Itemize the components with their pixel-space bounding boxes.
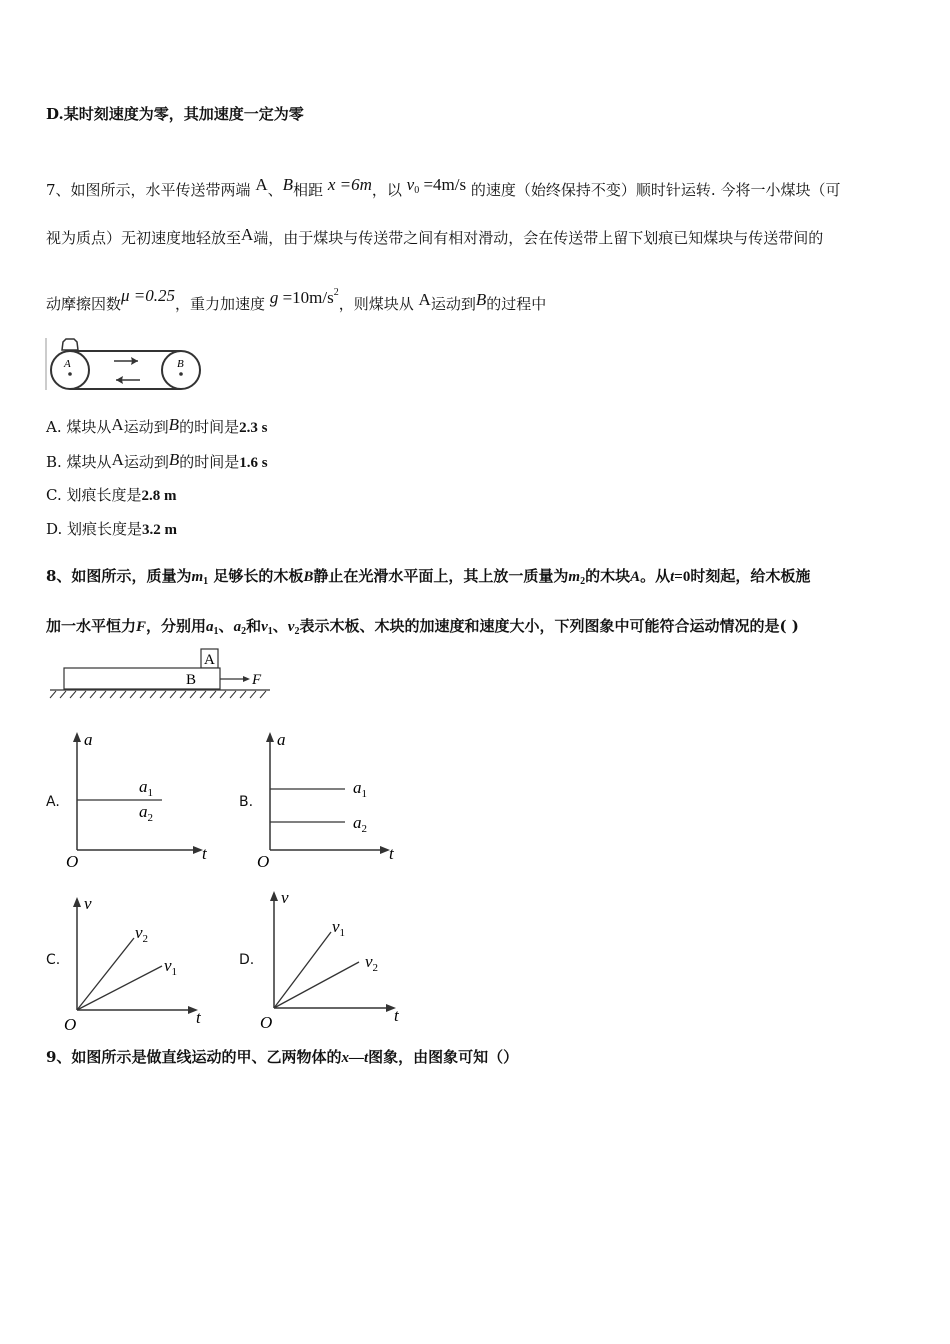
graph-b-label[interactable]: B. <box>239 794 254 810</box>
conveyor-belt-figure <box>44 334 206 394</box>
graph-b-label-1: $a_1$ <box>353 778 367 800</box>
distance-formula: x =6m <box>327 175 372 194</box>
board-b <box>64 668 220 689</box>
graph-d-label[interactable]: D. <box>239 952 255 968</box>
q7-stem-line2: 视为质点）无初速度地轻放至A端，由于煤块与传送带之间有相对滑动，会在传送带上留下划痕已知煤块与传送带间的 <box>46 225 824 247</box>
svg-text:B: B <box>186 672 197 688</box>
svg-text:t: t <box>202 844 207 863</box>
pulley-a <box>51 351 89 389</box>
svg-text:O: O <box>66 852 79 871</box>
graph-c-line-1 <box>77 938 134 1010</box>
graph-a[interactable] <box>62 728 222 873</box>
svg-text:t: t <box>196 1008 201 1027</box>
q7-option-d[interactable]: D. 划痕长度是3.2 m <box>46 520 178 538</box>
point-b-label: B <box>282 175 294 194</box>
q7-option-a[interactable]: A. 煤块从A运动到B的时间是2.3 s <box>46 415 268 436</box>
speed-formula: $v_0 =4m/s$ <box>406 175 467 196</box>
svg-text:O: O <box>260 1013 273 1032</box>
graph-d[interactable] <box>257 884 417 1034</box>
q9-stem: 9、如图所示是做直线运动的甲、乙两物体的x—t图象，由图象可知（） <box>46 1048 519 1066</box>
board-block-figure <box>44 646 274 702</box>
svg-text:A: A <box>204 652 215 668</box>
svg-text:F: F <box>252 672 262 688</box>
graph-a-label[interactable]: A. <box>46 794 60 810</box>
gravity-formula: $g =10m/s^2$ <box>269 287 339 307</box>
graph-d-label-2: $v_2$ <box>365 952 379 974</box>
point-a-label: A <box>255 175 268 194</box>
q7-number: 7、 <box>46 181 71 199</box>
q6-option-d: D.某时刻速度为零，其加速度一定为零 <box>46 105 304 123</box>
graph-c-label[interactable]: C. <box>46 952 61 968</box>
mu-formula: μ =0.25 <box>121 286 176 305</box>
graph-c-label-1: $v_2$ <box>135 923 149 945</box>
svg-text:O: O <box>257 852 270 871</box>
graph-a-label-1: $a_1$ <box>139 777 153 799</box>
q8-stem-line1: 8、如图所示，质量为$m_1$ 足够长的木板B静止在光滑水平面上，其上放一质量为$m_2$的木块A。从t=0时刻起，给木板施 <box>46 567 811 587</box>
q7-option-c[interactable]: C. 划痕长度是2.8 m <box>46 486 177 504</box>
svg-text:a: a <box>277 730 286 749</box>
q7-stem-line3: 动摩擦因数μ =0.25，重力加速度 $g =10m/s^2$，则煤块从 A运动到B的过程中 <box>46 286 547 313</box>
pulley-b <box>162 351 200 389</box>
graph-b-label-2: $a_2$ <box>353 813 367 835</box>
svg-text:t: t <box>389 844 394 863</box>
graph-c-line-2 <box>77 966 162 1010</box>
figure-label-a: A <box>64 358 71 370</box>
graph-c-label-2: $v_1$ <box>164 956 178 978</box>
q7-option-b[interactable]: B. 煤块从A运动到B的时间是1.6 s <box>46 450 268 471</box>
q7-stem-line1: 7、如图所示，水平传送带两端 A、B相距 x =6m，以 $v_0 =4m/s$ 的速度（始终保持不变）顺时针运转. 今将一小煤块（可 <box>46 175 841 199</box>
svg-text:t: t <box>394 1006 399 1025</box>
svg-text:O: O <box>64 1015 77 1034</box>
q8-stem-line2: 加一水平恒力F，分别用$a_1$、$a_2$和$v_1$、$v_2$表示木板、木块的加速度和速度大小，下列图象中可能符合运动情况的是( ) <box>46 617 799 637</box>
graph-d-line-1 <box>274 932 331 1008</box>
graph-a-label-2: $a_2$ <box>139 802 153 824</box>
svg-text:a: a <box>84 730 93 749</box>
graph-c[interactable] <box>60 890 220 1035</box>
svg-text:v: v <box>281 888 289 907</box>
coal-block <box>62 339 78 350</box>
graph-d-line-2 <box>274 962 359 1008</box>
figure-label-b: B <box>177 358 184 370</box>
graph-b[interactable] <box>255 728 415 873</box>
svg-text:v: v <box>84 894 92 913</box>
graph-d-label-1: $v_1$ <box>332 917 346 939</box>
